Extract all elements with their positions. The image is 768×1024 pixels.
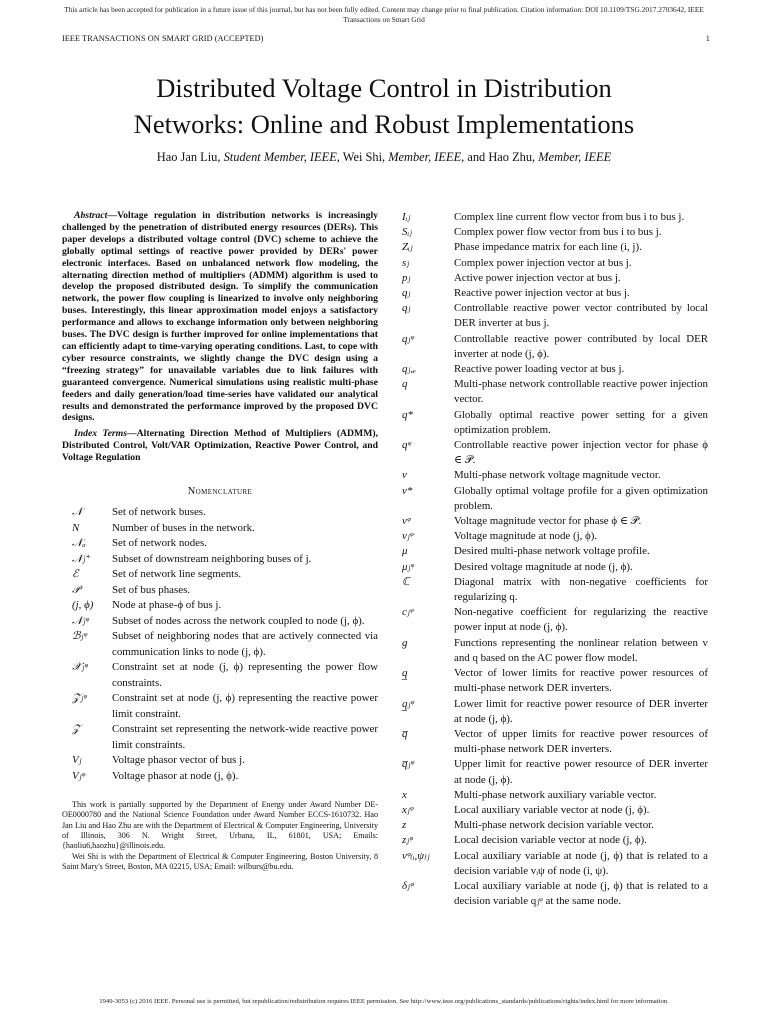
author-list [40,150,728,165]
paper-title [40,70,728,142]
author-2: , Wei Shi, [336,150,389,164]
nomenclature-symbol: 𝒩ⱼᵠ [72,614,89,627]
nomenclature-symbol: Iᵢⱼ [402,211,411,223]
nomenclature-description: Multi-phase network voltage magnitude vector. [454,469,661,482]
nomenclature-description: Globally optimal reactive power setting for a given optimization problem. [454,408,708,436]
nomenclature-description: Controllable reactive power injection vector for phase ϕ ∈ 𝒫. [454,439,708,467]
footnote [62,800,378,872]
nomenclature-symbol: 𝒳ⱼᵠ [72,661,88,674]
nomenclature-symbol: qⱼᵠ [402,332,414,345]
nomenclature-row [402,240,708,255]
nomenclature-row [402,468,708,483]
nomenclature-row [62,567,378,583]
nomenclature-symbol: q̲ [402,667,408,680]
nomenclature-row [402,727,708,757]
nomenclature-description: Set of bus phases. [112,583,191,596]
nomenclature-row [62,722,378,753]
nomenclature-symbol: z [402,819,407,832]
nomenclature-row [402,377,708,407]
nomenclature-description: Voltage phasor at node (j, ϕ). [112,769,239,782]
index-terms-text: —Alternating Direction Method of Multipliers (ADMM), Distributed Control, Volt/VAR Optimization, Reactive Power Control, and Voltage Regulation [62,428,378,464]
nomenclature-row [402,408,708,438]
nomenclature-description: Reactive power injection vector at bus j. [454,287,630,300]
nomenclature-description: Complex line current flow vector from bus i to bus j. [454,211,685,223]
nomenclature-symbol: qⱼ,ₑ [402,363,416,376]
nomenclature-description: Number of buses in the network. [112,521,255,534]
nomenclature-symbol: cⱼᵠ [402,606,414,619]
nomenclature-row [402,438,708,468]
nomenclature-description: Multi-phase network auxiliary variable vector. [454,788,657,801]
nomenclature-description: Set of network nodes. [112,537,207,550]
running-head [62,34,710,43]
nomenclature-row [402,225,708,240]
journal-name: IEEE TRANSACTIONS ON SMART GRID (ACCEPTED) [62,34,264,43]
nomenclature-symbol: sⱼ [402,256,410,269]
nomenclature-symbol: qⱼ [402,302,411,315]
nomenclature-row [62,521,378,537]
nomenclature-row [402,849,708,879]
nomenclature-description: Subset of downstream neighboring buses of j. [112,552,312,565]
nomenclature-row [62,614,378,630]
nomenclature-symbol: zⱼᵠ [402,834,413,847]
nomenclature-row [402,818,708,833]
nomenclature-description: Vector of lower limits for reactive power resources of multi-phase network DER inverters. [454,667,708,695]
nomenclature-row [402,210,708,225]
nomenclature-description: Phase impedance matrix for each line (i, j). [454,241,642,254]
nomenclature-row [402,514,708,529]
nomenclature-description: Constraint set at node (j, ϕ) representing the reactive power limit constraint. [112,692,378,720]
nomenclature-symbol: q̅ⱼᵠ [402,758,414,771]
footnote-funding: This work is partially supported by the Department of Energy under Award Number DE-OE0000780 and the National Science Foundation under Award Number ECCS-1610732. Hao Jan Liu and Hao Zhu are with the Department of Electrical & Computer Engineering, University of Illinois, 306 N. Wright Street, Urbana, IL, 61801, USA; Emails: {haoliu6,haozhu}@illinois.edu. [62,800,378,851]
nomenclature-description: Voltage magnitude at node (j, ϕ). [454,530,598,543]
nomenclature-row [62,598,378,614]
nomenclature-description: Set of network line segments. [112,568,242,581]
author-1-role: Student Member, IEEE [223,150,337,164]
nomenclature-row [62,583,378,599]
nomenclature-symbol: N [72,521,80,534]
copyright-notice: 1949-3053 (c) 2016 IEEE. Personal use is permitted, but republication/redistribution requires IEEE permission. See http://www.ieee.org/publications_standards/publications/rights/index.html for more information. [99,998,669,1005]
author-3-role: Member, IEEE [538,150,612,164]
nomenclature-row [402,575,708,605]
nomenclature-symbol: ℂ [402,575,410,588]
nomenclature-symbol: q* [402,408,413,421]
publication-notice [20,5,748,25]
nomenclature-symbol: 𝒩ⱼ⁺ [72,552,92,565]
nomenclature-description: Voltage magnitude vector for phase ϕ ∈ 𝒫. [454,515,642,528]
nomenclature-symbol: μ [402,545,408,558]
nomenclature-description: Multi-phase network decision variable vector. [454,819,654,832]
nomenclature-symbol: (j, ϕ) [72,599,94,612]
nomenclature-row [402,271,708,286]
nomenclature-symbol: Zᵢⱼ [402,241,413,254]
nomenclature-row [402,484,708,514]
page-number: 1 [705,34,710,43]
nomenclature-symbol: q̲ⱼᵠ [402,697,414,710]
nomenclature-row [402,666,708,696]
nomenclature-symbol: 𝒩 [72,506,83,519]
nomenclature-row [402,833,708,848]
nomenclature-row [402,757,708,787]
author-2-role: Member, IEEE [388,150,462,164]
nomenclature-row [402,332,708,362]
author-3: , and Hao Zhu, [461,150,539,164]
nomenclature-row [402,529,708,544]
nomenclature-description: Local auxiliary variable at node (j, ϕ) that is related to a decision variable vᵢψ of node (i, ψ). [454,849,708,877]
nomenclature-row [402,560,708,575]
nomenclature-description: Subset of neighboring nodes that are actively connected via communication links to node (j, ϕ). [112,630,378,658]
nomenclature-description: Globally optimal voltage profile for a given optimization problem. [454,484,708,512]
nomenclature-description: Subset of nodes across the network coupled to node (j, ϕ). [112,614,365,627]
nomenclature-row [402,544,708,559]
nomenclature-row [402,256,708,271]
nomenclature-description: Local auxiliary variable at node (j, ϕ) that is related to a decision variable qⱼᵠ at the same node. [454,879,708,908]
nomenclature-description: Functions representing the nonlinear relation between v and q based on the AC power flow model. [454,636,708,664]
nomenclature-symbol: x [402,788,407,801]
nomenclature-table-left [62,505,378,784]
nomenclature-symbol: g [402,636,408,649]
nomenclature-description: Active power injection vector at bus j. [454,271,621,284]
nomenclature-symbol: Sᵢⱼ [402,226,413,239]
nomenclature-row [402,636,708,666]
right-column [402,210,708,909]
nomenclature-symbol: 𝒩ₐ [72,537,86,550]
nomenclature-description: Voltage phasor vector of bus j. [112,754,245,767]
nomenclature-description: Constraint set representing the network-wide reactive power limit constraints. [112,723,378,751]
nomenclature-description: Local auxiliary variable vector at node (j, ϕ). [454,803,650,816]
nomenclature-symbol: Vⱼ [72,754,82,767]
nomenclature-row [62,769,378,785]
nomenclature-description: Desired voltage magnitude at node (j, ϕ). [454,560,633,573]
nomenclature-description: Complex power injection vector at bus j. [454,256,632,269]
index-terms-label: Index Terms [74,428,127,440]
index-terms [62,428,378,464]
nomenclature-row [402,301,708,331]
nomenclature-row [402,788,708,803]
nomenclature-description: Controllable reactive power contributed by local DER inverter at node (j, ϕ). [454,332,708,360]
nomenclature-symbol: q [402,378,408,391]
author-1: Hao Jan Liu, [156,150,224,164]
abstract-label: Abstract [74,210,108,221]
nomenclature-symbol: δⱼᵠ [402,879,414,892]
nomenclature-symbol: ℬⱼᵠ [72,630,87,643]
nomenclature-description: Set of network buses. [112,506,206,519]
nomenclature-row [62,753,378,769]
nomenclature-description: Controllable reactive power vector contributed by local DER inverter at bus j. [454,302,708,330]
nomenclature-symbol: 𝒵 [72,723,81,736]
nomenclature-description: Desired multi-phase network voltage profile. [454,545,650,558]
title-line-2: Networks: Online and Robust Implementations [133,109,635,139]
nomenclature-symbol: νᵠ₍ᵢ,ψ₎ⱼ [402,849,430,862]
nomenclature-row [402,286,708,301]
nomenclature-symbol: 𝒫 [72,583,80,596]
nomenclature-description: Complex power flow vector from bus i to bus j. [454,226,662,239]
nomenclature-symbol: vⱼᵠ [402,530,414,543]
nomenclature-symbol: q̅ [402,727,408,740]
nomenclature-row [62,660,378,691]
abstract [62,210,378,424]
nomenclature-table-right [402,210,708,909]
nomenclature-row [402,362,708,377]
nomenclature-symbol: qⱼ [402,287,411,300]
nomenclature-row [402,605,708,635]
footnote-affiliation: Wei Shi is with the Department of Electrical & Computer Engineering, Boston University, 8 Saint Mary's Street, Boston, MA 02215, USA; Email: wilburs@bu.edu. [62,851,378,871]
nomenclature-symbol: 𝒵ⱼᵠ [72,692,87,705]
nomenclature-symbol: Vⱼᵠ [72,769,85,782]
nomenclature-row [402,879,708,909]
nomenclature-heading: Nomenclature [187,486,253,498]
nomenclature-description: Multi-phase network controllable reactive power injection vector. [454,378,708,406]
nomenclature-description: Node at phase-ϕ of bus j. [112,599,222,612]
nomenclature-symbol: qᵠ [402,439,411,452]
title-line-1: Distributed Voltage Control in Distribution [156,73,612,103]
left-column [62,210,378,872]
nomenclature-symbol: pⱼ [402,271,411,284]
nomenclature-symbol: μⱼᵠ [402,560,414,573]
nomenclature-description: Vector of upper limits for reactive power resources of multi-phase network DER inverters. [454,727,708,756]
nomenclature-symbol: xⱼᵠ [402,803,414,816]
nomenclature-symbol: v [402,469,407,482]
nomenclature-description: Upper limit for reactive power resource of DER inverter at node (j, ϕ). [454,758,708,786]
nomenclature-row [62,552,378,568]
nomenclature-row [402,697,708,727]
notice-line-1: This article has been accepted for publication in a future issue of this journal, but has not been fully edited. Content may change prior to final publication. Citation information: DOI 10.1109/TSG.2017.2703642, IEEE [64,5,704,14]
nomenclature-row [62,691,378,722]
abstract-text: —Voltage regulation in distribution networks is increasingly challenged by the penetration of distributed energy resources (DERs). This paper develops a distributed voltage control (DVC) scheme to achieve the globally optimal settings of reactive power provided by DERs' power electronic interfaces. Based on unbalanced network flow modeling, the alternating direction method of multipliers (ADMM) algorithm is used to develop the proposed distributed design. To simplify the communication network, the power flow coupling is linearized to involve only neighboring buses. Interestingly, this linear approximation model enjoys a satisfactory performance and allows to exchange information only between neighboring buses. The DVC design is further improved for online implementations that can efficiently adapt to time-varying operating conditions. Last, to cope with cyber resource constraints, we slightly change the DVC design using a “freezing strategy” for unavailable variables due to link failures with guaranteed convergence. Numerical simulations using realistic multi-phase feeders and daily generation/load time-series have validated our analytical results and demonstrated the performance improved by the proposed DVC designs. [62,210,378,424]
nomenclature-description: Lower limit for reactive power resource of DER inverter at node (j, ϕ). [454,697,708,725]
nomenclature-description: Reactive power loading vector at bus j. [454,363,625,376]
nomenclature-symbol: vᵠ [402,515,411,528]
nomenclature-row [62,505,378,521]
nomenclature-row [62,629,378,660]
nomenclature-row [402,803,708,818]
nomenclature-row [62,536,378,552]
nomenclature-description: Diagonal matrix with non-negative coefficients for regularizing q. [454,575,708,604]
nomenclature-symbol: ℰ [72,568,79,581]
nomenclature-description: Non-negative coefficient for regularizing the reactive power input at node (j, ϕ). [454,606,708,634]
nomenclature-description: Constraint set at node (j, ϕ) representing the power flow constraints. [112,661,378,689]
notice-line-2: Transactions on Smart Grid [343,15,425,24]
nomenclature-symbol: v* [402,484,413,497]
nomenclature-description: Local decision variable vector at node (j, ϕ). [454,834,647,847]
